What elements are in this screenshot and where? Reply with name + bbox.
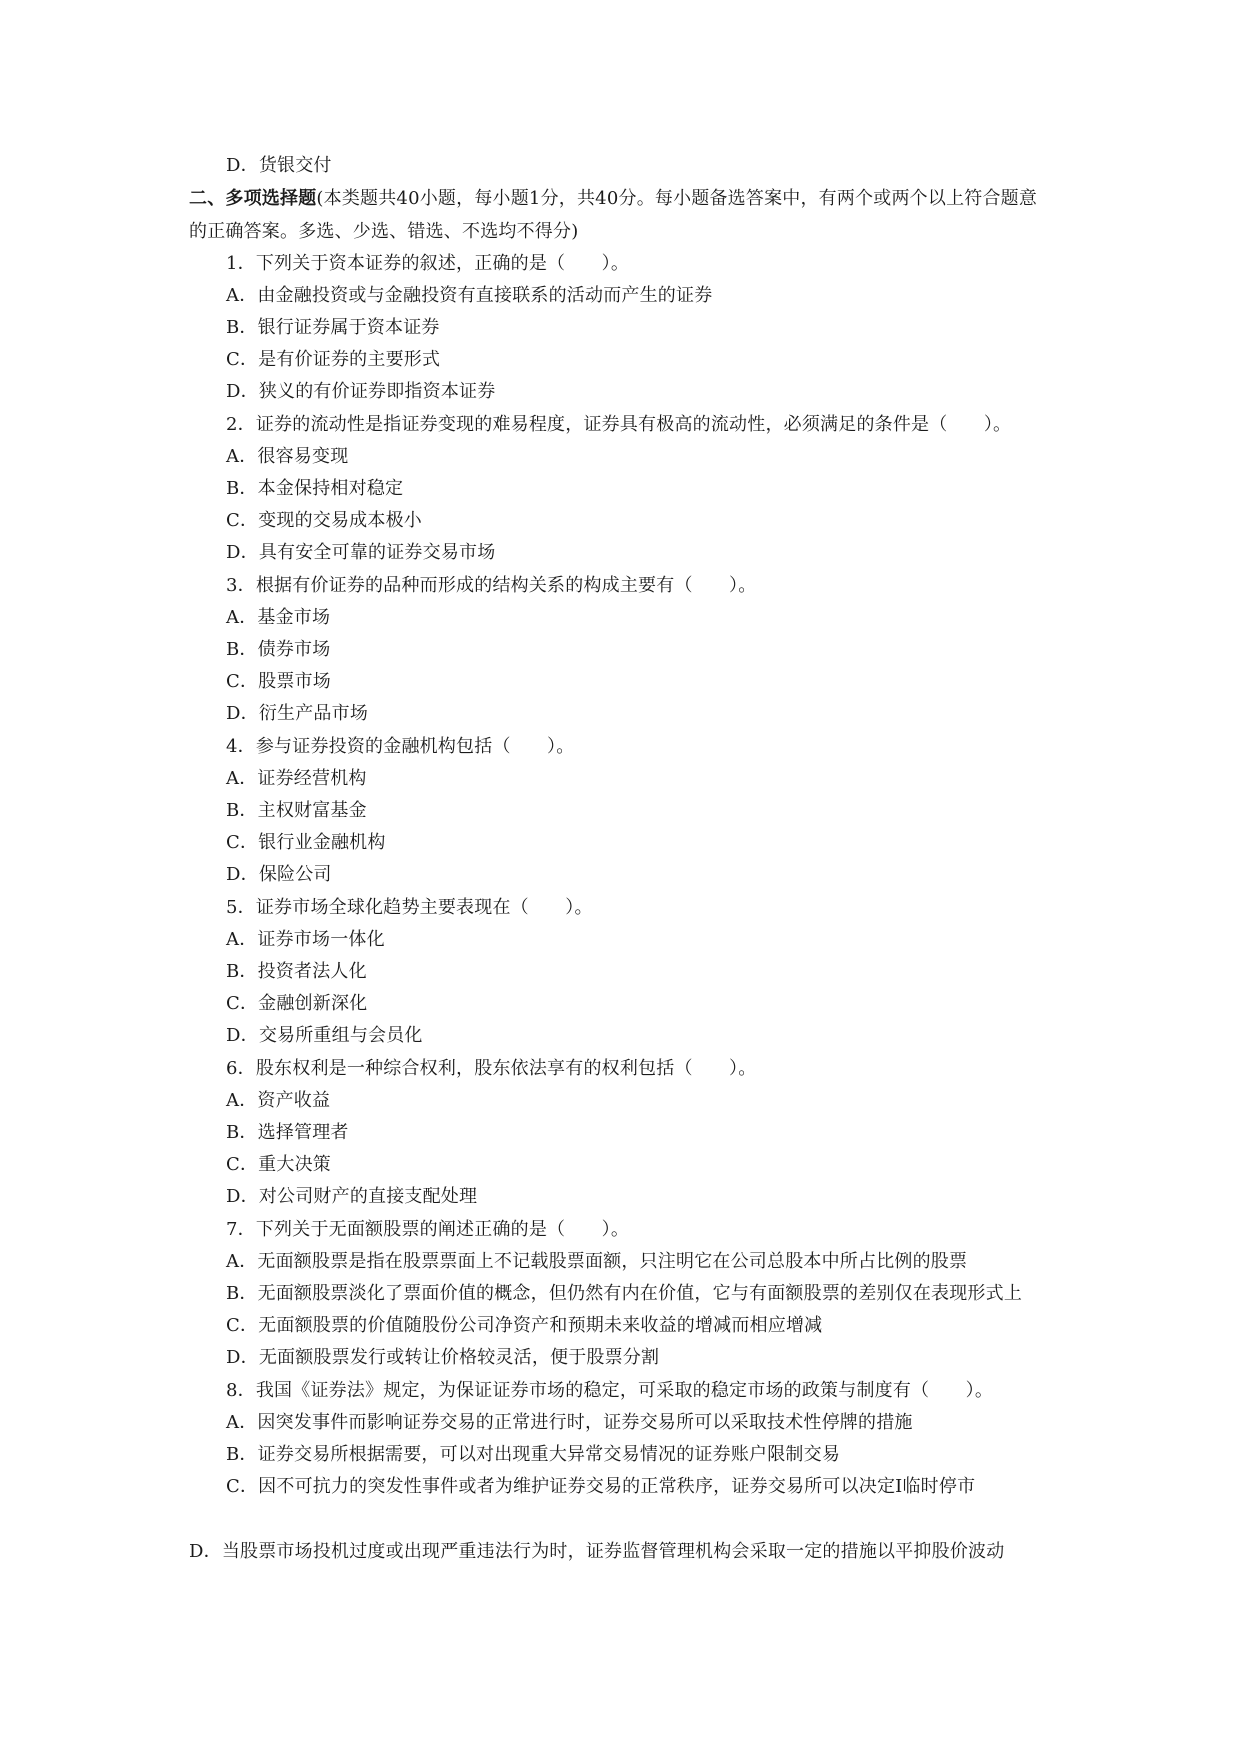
- question-stem: 2．证券的流动性是指证券变现的难易程度，证券具有极高的流动性，必须满足的条件是（ ）。: [226, 414, 1012, 435]
- option: D．衍生产品市场: [226, 703, 369, 724]
- option: A．资产收益: [226, 1090, 331, 1111]
- question-stem: 4．参与证券投资的金融机构包括（ ）。: [226, 736, 575, 757]
- trailing-option-d: D．当股票市场投机过度或出现严重违法行为时，证券监督管理机构会采取一定的措施以平抑股价波动: [189, 1541, 1005, 1562]
- option: C．变现的交易成本极小: [226, 510, 422, 531]
- option: C．是有价证券的主要形式: [226, 349, 441, 370]
- option: B．债券市场: [226, 639, 331, 660]
- option: B．本金保持相对稳定: [226, 478, 404, 499]
- option: C．无面额股票的价值随股份公司净资产和预期未来收益的增减而相应增减: [226, 1315, 823, 1336]
- option: C．金融创新深化: [226, 993, 368, 1014]
- option: B．选择管理者: [226, 1122, 349, 1143]
- option: D．保险公司: [226, 864, 332, 885]
- option: C．重大决策: [226, 1154, 331, 1175]
- option: B．投资者法人化: [226, 961, 367, 982]
- option: B．主权财富基金: [226, 800, 367, 821]
- option: B．证券交易所根据需要，可以对出现重大异常交易情况的证券账户限制交易: [226, 1444, 841, 1465]
- option: A．证券市场一体化: [226, 929, 385, 950]
- option: A．无面额股票是指在股票票面上不记载股票面额，只注明它在公司总股本中所占比例的股票: [226, 1251, 968, 1272]
- prev-option-d: D．货银交付: [226, 155, 332, 176]
- question-stem: 8．我国《证券法》规定，为保证证券市场的稳定，可采取的稳定市场的政策与制度有（ ）。: [226, 1380, 994, 1401]
- option: D．对公司财产的直接支配处理: [226, 1186, 478, 1207]
- section-description: (本类题共40小题，每小题1分，共40分。每小题备选答案中，有两个或两个以上符合题意: [316, 188, 1038, 209]
- question-stem: 7．下列关于无面额股票的阐述正确的是（ ）。: [226, 1219, 630, 1240]
- question-stem: 5．证券市场全球化趋势主要表现在（ ）。: [226, 897, 593, 918]
- option: C．股票市场: [226, 671, 331, 692]
- section-description-cont: 的正确答案。多选、少选、错选、不选均不得分): [189, 221, 579, 242]
- question-stem: 1．下列关于资本证券的叙述，正确的是（ ）。: [226, 253, 630, 274]
- option: D．具有安全可靠的证券交易市场: [226, 542, 496, 563]
- option: D．交易所重组与会员化: [226, 1025, 423, 1046]
- option: A．基金市场: [226, 607, 331, 628]
- option: B．无面额股票淡化了票面价值的概念，但仍然有内在价值，它与有面额股票的差别仅在表现形式上: [226, 1283, 1023, 1304]
- option: B．银行证券属于资本证券: [226, 317, 440, 338]
- question-stem: 3．根据有价证券的品种而形成的结构关系的构成主要有（ ）。: [226, 575, 757, 596]
- option: D．无面额股票发行或转让价格较灵活，便于股票分割: [226, 1347, 660, 1368]
- option: A．证券经营机构: [226, 768, 367, 789]
- option: A．很容易变现: [226, 446, 349, 467]
- option: A．由金融投资或与金融投资有直接联系的活动而产生的证券: [226, 285, 713, 306]
- option: D．狭义的有价证券即指资本证券: [226, 381, 496, 402]
- option: C．银行业金融机构: [226, 832, 386, 853]
- option: C．因不可抗力的突发性事件或者为维护证券交易的正常秩序，证券交易所可以决定I临时停市: [226, 1476, 976, 1497]
- section-title: 二、多项选择题: [189, 188, 317, 209]
- question-stem: 6．股东权利是一种综合权利，股东依法享有的权利包括（ ）。: [226, 1058, 757, 1079]
- section-heading: [189, 187, 1037, 211]
- option: A．因突发事件而影响证券交易的正常进行时，证券交易所可以采取技术性停牌的措施: [226, 1412, 913, 1433]
